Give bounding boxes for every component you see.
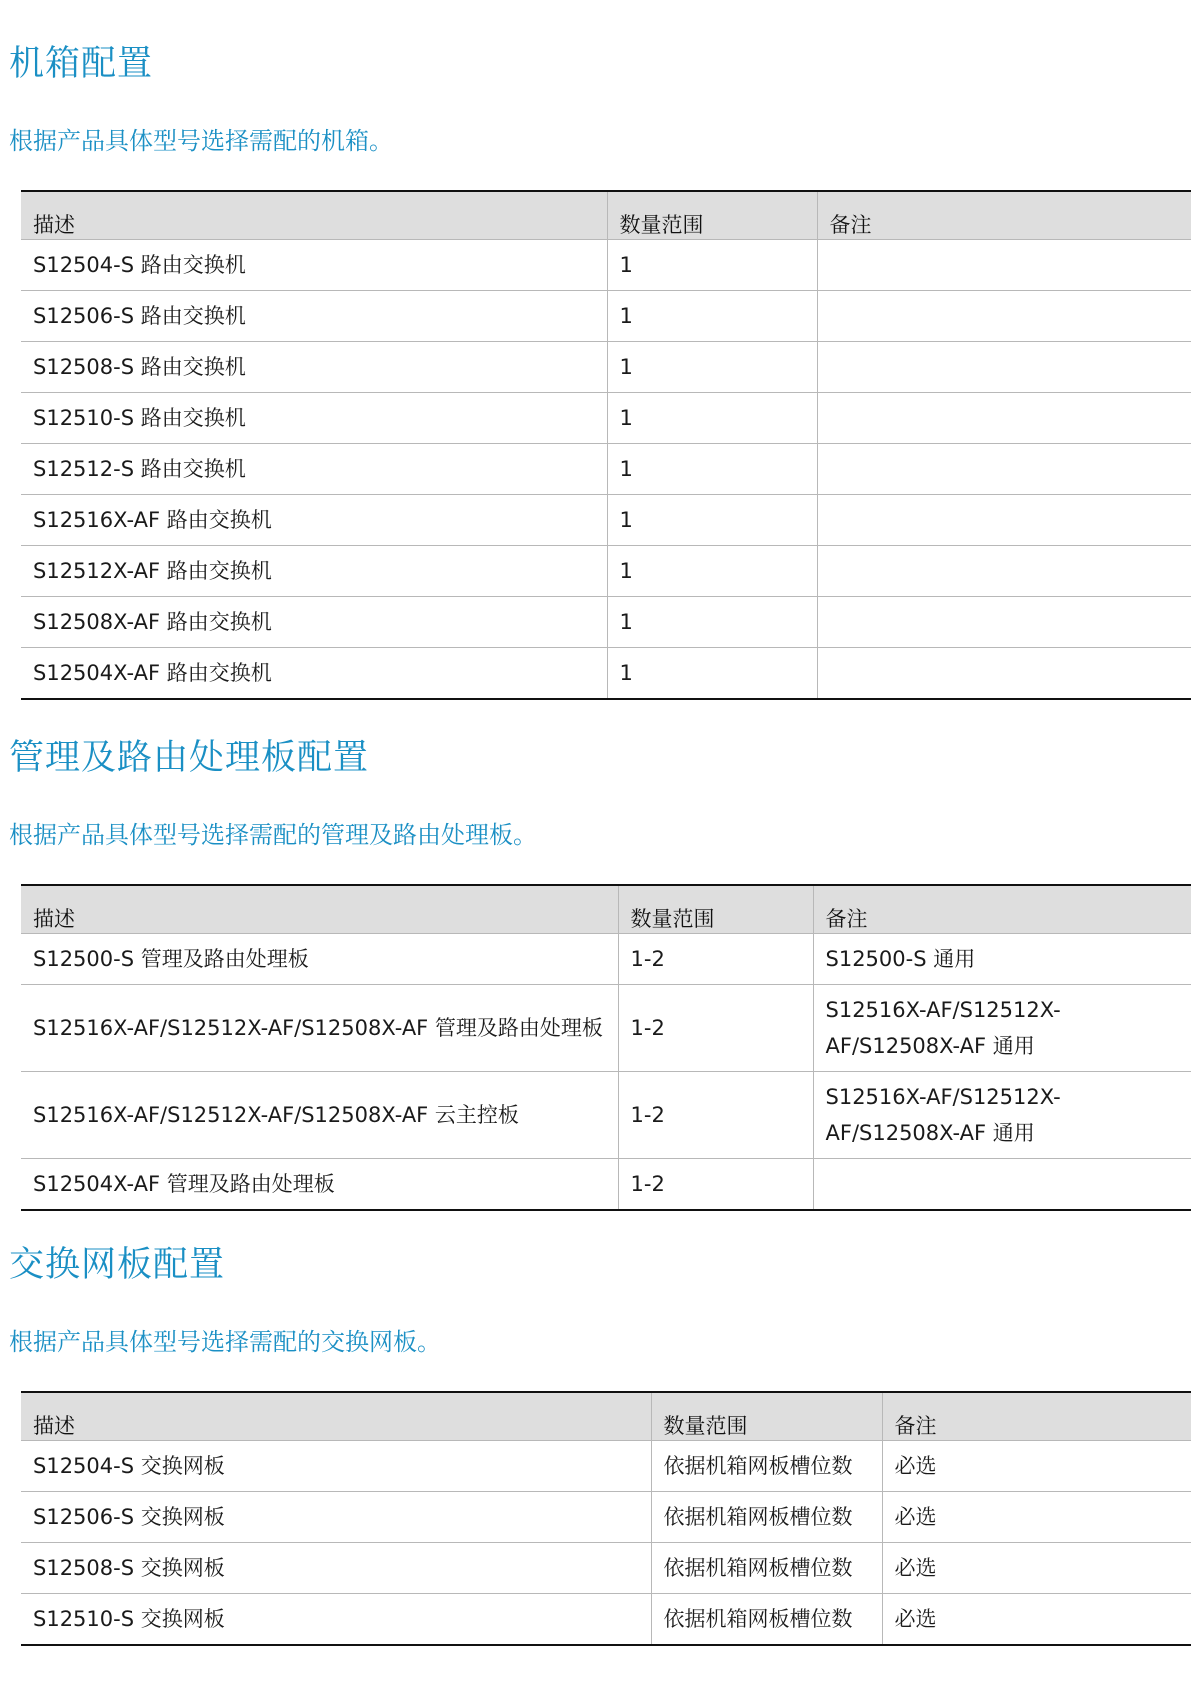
col-header-description: 描述	[21, 191, 607, 240]
cell-remark: S12500-S 通用	[813, 934, 1191, 985]
cell-description: S12504X-AF 管理及路由处理板	[21, 1159, 618, 1211]
col-header-remark: 备注	[882, 1392, 1191, 1441]
section-title-chassis: 机箱配置	[9, 44, 154, 84]
cell-quantity: 依据机箱网板槽位数	[651, 1543, 882, 1594]
cell-quantity: 1	[607, 648, 817, 700]
cell-quantity: 1	[607, 495, 817, 546]
table-row	[21, 342, 1191, 393]
cell-description: S12504-S 交换网板	[21, 1441, 651, 1492]
cell-remark: S12516X-AF/S12512X-AF/S12508X-AF 通用	[813, 985, 1191, 1072]
col-header-remark: 备注	[813, 885, 1191, 934]
cell-description: S12500-S 管理及路由处理板	[21, 934, 618, 985]
table-row	[21, 1159, 1191, 1211]
management-board-table	[21, 884, 1191, 1211]
cell-description: S12512X-AF 路由交换机	[21, 546, 607, 597]
table-row	[21, 934, 1191, 985]
table-header-row	[21, 885, 1191, 934]
cell-remark	[817, 240, 1191, 291]
section-title-fabric-board: 交换网板配置	[9, 1245, 226, 1285]
cell-description: S12508-S 交换网板	[21, 1543, 651, 1594]
cell-quantity: 1	[607, 597, 817, 648]
cell-description: S12508X-AF 路由交换机	[21, 597, 607, 648]
table-row	[21, 393, 1191, 444]
table-row	[21, 291, 1191, 342]
cell-remark	[817, 546, 1191, 597]
cell-quantity: 1	[607, 342, 817, 393]
cell-quantity: 1-2	[618, 985, 813, 1072]
cell-remark: 必选	[882, 1441, 1191, 1492]
section-intro-chassis: 根据产品具体型号选择需配的机箱。	[9, 127, 393, 155]
table-row	[21, 1441, 1191, 1492]
chassis-table	[21, 190, 1191, 700]
cell-description: S12516X-AF 路由交换机	[21, 495, 607, 546]
cell-quantity: 1	[607, 546, 817, 597]
cell-remark: 必选	[882, 1543, 1191, 1594]
cell-remark	[817, 444, 1191, 495]
table-header-row	[21, 191, 1191, 240]
cell-description: S12504X-AF 路由交换机	[21, 648, 607, 700]
cell-remark	[817, 342, 1191, 393]
col-header-remark: 备注	[817, 191, 1191, 240]
table-row	[21, 1594, 1191, 1646]
cell-quantity: 1	[607, 393, 817, 444]
cell-quantity: 依据机箱网板槽位数	[651, 1492, 882, 1543]
cell-description: S12508-S 路由交换机	[21, 342, 607, 393]
section-intro-fabric-board: 根据产品具体型号选择需配的交换网板。	[9, 1328, 441, 1356]
table-row	[21, 495, 1191, 546]
cell-quantity: 依据机箱网板槽位数	[651, 1594, 882, 1646]
cell-remark: S12516X-AF/S12512X-AF/S12508X-AF 通用	[813, 1072, 1191, 1159]
table-row	[21, 1543, 1191, 1594]
cell-quantity: 依据机箱网板槽位数	[651, 1441, 882, 1492]
cell-quantity: 1-2	[618, 1159, 813, 1211]
table-row	[21, 546, 1191, 597]
cell-description: S12504-S 路由交换机	[21, 240, 607, 291]
cell-remark	[817, 291, 1191, 342]
cell-description: S12516X-AF/S12512X-AF/S12508X-AF 云主控板	[21, 1072, 618, 1159]
cell-description: S12516X-AF/S12512X-AF/S12508X-AF 管理及路由处理板	[21, 985, 618, 1072]
table-row	[21, 985, 1191, 1072]
cell-remark	[813, 1159, 1191, 1211]
table-row	[21, 648, 1191, 700]
cell-description: S12512-S 路由交换机	[21, 444, 607, 495]
section-title-management-board: 管理及路由处理板配置	[9, 738, 370, 778]
fabric-board-table	[21, 1391, 1191, 1646]
col-header-description: 描述	[21, 1392, 651, 1441]
col-header-quantity: 数量范围	[618, 885, 813, 934]
cell-quantity: 1-2	[618, 934, 813, 985]
col-header-quantity: 数量范围	[651, 1392, 882, 1441]
cell-remark	[817, 597, 1191, 648]
table-row	[21, 240, 1191, 291]
section-intro-management-board: 根据产品具体型号选择需配的管理及路由处理板。	[9, 821, 537, 849]
table-header-row	[21, 1392, 1191, 1441]
cell-description: S12510-S 交换网板	[21, 1594, 651, 1646]
cell-quantity: 1-2	[618, 1072, 813, 1159]
cell-quantity: 1	[607, 444, 817, 495]
cell-description: S12506-S 路由交换机	[21, 291, 607, 342]
col-header-description: 描述	[21, 885, 618, 934]
cell-remark	[817, 393, 1191, 444]
cell-description: S12506-S 交换网板	[21, 1492, 651, 1543]
cell-remark: 必选	[882, 1492, 1191, 1543]
cell-quantity: 1	[607, 291, 817, 342]
cell-quantity: 1	[607, 240, 817, 291]
cell-remark: 必选	[882, 1594, 1191, 1646]
table-row	[21, 1492, 1191, 1543]
table-row	[21, 597, 1191, 648]
table-row	[21, 444, 1191, 495]
col-header-quantity: 数量范围	[607, 191, 817, 240]
cell-remark	[817, 648, 1191, 700]
cell-description: S12510-S 路由交换机	[21, 393, 607, 444]
table-row	[21, 1072, 1191, 1159]
cell-remark	[817, 495, 1191, 546]
